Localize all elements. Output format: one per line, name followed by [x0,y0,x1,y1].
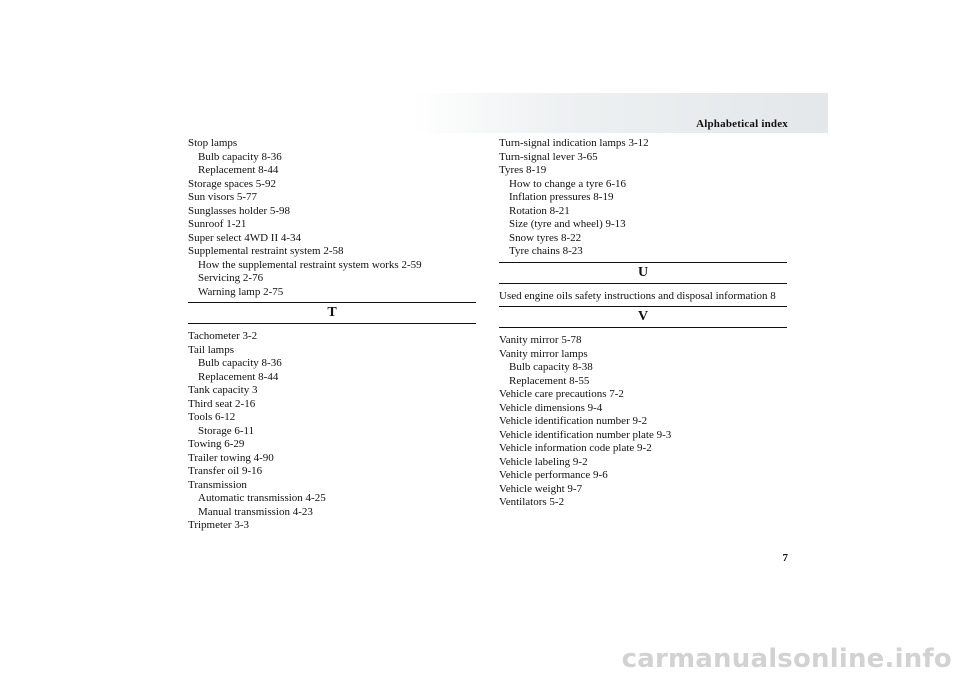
index-entry: Transmission [188,478,247,491]
entry-list-t [188,330,476,533]
index-entry: Trailer towing 4-90 [188,451,274,464]
index-entry: Sun visors 5-77 [188,191,258,203]
index-subentry: Rotation 8-21 [509,204,570,217]
index-subentry: Replacement 8-55 [509,374,590,387]
index-entry: Third seat 2-16 [188,397,256,410]
index-entry: Used engine oils safety instructions and disposal information 8 [499,289,776,302]
index-subentry: Snow tyres 8-22 [509,231,582,244]
section-header-t [188,302,476,324]
index-subentry: Warning lamp 2-75 [198,285,284,298]
index-entry: Vehicle care precautions 7-2 [499,388,624,400]
index-entry: Towing 6-29 [188,438,245,450]
index-subentry: Automatic transmission 4-25 [198,492,326,504]
index-subentry: Bulb capacity 8-36 [198,357,282,369]
index-entry: Sunroof 1-21 [188,218,247,230]
section-rule-bottom [188,323,476,324]
entry-list-u [499,290,787,304]
entry-list-t-cont [499,137,787,259]
index-entry: Vehicle information code plate 9-2 [499,442,652,454]
index-entry: Vehicle performance 9-6 [499,469,608,481]
index-subentry: Replacement 8-44 [198,370,279,383]
index-entry: Sunglasses holder 5-98 [188,204,291,217]
section-header-v [499,306,787,328]
index-entry: Stop lamps [188,137,238,149]
index-entry: Supplemental restraint system 2-58 [188,245,344,257]
index-subentry: Replacement 8-44 [198,164,279,176]
section-letter-u: U [637,264,649,280]
index-entry: Tail lamps [188,343,234,356]
section-rule-bottom [499,283,787,284]
entry-list-v [499,334,787,510]
index-subentry: Storage 6-11 [198,424,255,437]
index-entry: Storage spaces 5-92 [188,177,276,190]
index-entry: Tank capacity 3 [188,384,258,396]
index-entry: Vanity mirror 5-78 [499,334,582,346]
index-entry: Vehicle dimensions 9-4 [499,401,603,414]
index-entry: Tyres 8-19 [499,164,547,176]
index-subentry: Tyre chains 8-23 [509,245,583,257]
page-header-title: Alphabetical index [696,118,788,130]
index-entry: Turn-signal lever 3-65 [499,150,598,163]
index-subentry: Manual transmission 4-23 [198,505,313,518]
index-subentry: Size (tyre and wheel) 9-13 [509,218,626,230]
section-rule-bottom [499,327,787,328]
section-letter-t: T [327,305,337,320]
index-column-right [499,137,787,510]
section-letter-v: V [637,309,649,324]
index-entry: Ventilators 5-2 [499,496,565,508]
entry-list-s [188,137,476,299]
index-column-left [188,137,476,533]
index-subentry: Bulb capacity 8-38 [509,361,593,373]
section-header-u [499,262,787,284]
index-subentry: Bulb capacity 8-36 [198,150,282,163]
index-entry: Super select 4WD II 4-34 [188,231,302,244]
index-entry: Transfer oil 9-16 [188,465,263,477]
index-entry: Vehicle labeling 9-2 [499,455,588,468]
index-entry: Turn-signal indication lamps 3-12 [499,137,649,149]
index-entry: Tachometer 3-2 [188,330,258,342]
index-entry: Tripmeter 3-3 [188,519,250,531]
index-subentry: Servicing 2-76 [198,272,264,284]
index-entry: Vehicle identification number 9-2 [499,415,648,427]
page-number: 7 [782,552,788,564]
index-subentry: How to change a tyre 6-16 [509,177,626,190]
index-entry: Vehicle weight 9-7 [499,482,583,495]
index-entry: Vehicle identification number plate 9-3 [499,428,672,441]
index-entry: Tools 6-12 [188,411,236,423]
index-subentry: How the supplemental restraint system works 2-59 [198,258,422,271]
index-subentry: Inflation pressures 8-19 [509,191,614,203]
footer-watermark: carmanualsonline.info [621,644,952,674]
index-entry: Vanity mirror lamps [499,347,588,360]
